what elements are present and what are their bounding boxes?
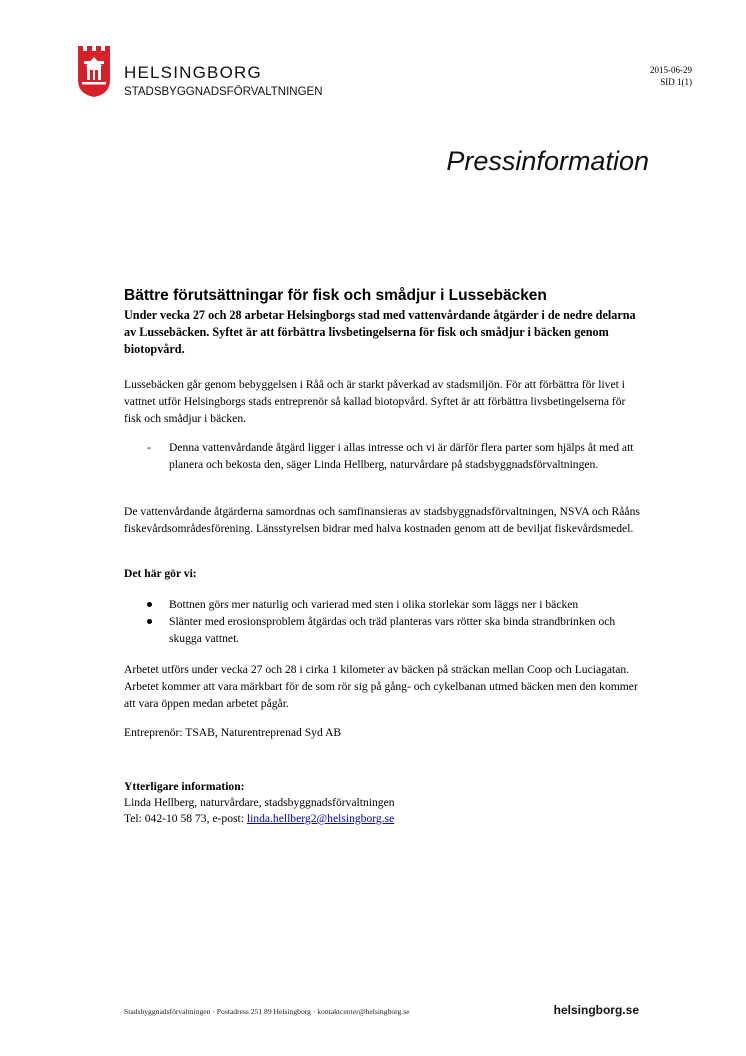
- document-meta: [650, 64, 692, 88]
- paragraph-funding: De vattenvårdande åtgärderna samordnas och samfinansieras av stadsbyggnadsförvaltningen, NSVA och Rååns fiskevårdsområdesförening. Länsstyrelsen bidrar med halva kostnaden genom att de beviljat fiskevårdsmedel.: [124, 505, 640, 535]
- contact-details: [124, 811, 395, 827]
- department-name: STADSBYGGNADSFÖRVALTNINGEN: [124, 86, 323, 98]
- bullet-icon: [147, 602, 152, 607]
- contact-block: [124, 779, 395, 827]
- paragraph-intro: Lussebäcken går genom bebyggelsen i Råå och är starkt påverkad av stadsmiljön. För att förbättra för livet i vattnet utför Helsingborgs stads entreprenör så kallad biotopvård. Syftet är att förbättra livsbetingelserna för fisk och smådjur i bäcken.: [124, 378, 626, 425]
- quote-block: [147, 439, 647, 473]
- page-number: SID 1(1): [660, 77, 692, 87]
- subheading: Det här gör vi:: [124, 567, 197, 580]
- list-item: [147, 596, 647, 613]
- footer-address: Stadsbyggnadsförvaltningen · Postadress 251 89 Helsingborg · kontaktcenter@helsingborg.se: [124, 1007, 410, 1016]
- contact-name: Linda Hellberg, naturvårdare, stadsbyggnadsförvaltningen: [124, 796, 395, 809]
- document-date: 2015-06-29: [650, 65, 692, 75]
- list-item-text: Slänter med erosionsproblem åtgärdas och träd planteras vars rötter ska binda strandbrinken och skugga vattnet.: [169, 615, 616, 645]
- footer-website: helsingborg.se: [553, 1003, 639, 1017]
- article-headline: Bättre förutsättningar för fisk och smådjur i Lussebäcken: [124, 287, 547, 304]
- contact-phone: Tel: 042-10 58 73, e-post:: [124, 812, 247, 825]
- quote-dash: -: [147, 441, 151, 454]
- paragraph-schedule: Arbetet utförs under vecka 27 och 28 i cirka 1 kilometer av bäcken på sträckan mellan Coop och Luciagatan. Arbetet kommer att vara märkbart för de som rör sig på gång- och cykelbanan utmed bäcken men den kommer att vara öppen medan arbetet pågår.: [124, 663, 638, 710]
- list-item-text: Bottnen görs mer naturlig och varierad med sten i olika storlekar som läggs ner i bäcken: [169, 598, 579, 611]
- org-name: HELSINGBORG: [124, 63, 262, 82]
- bullet-icon: [147, 619, 152, 624]
- contact-email-link[interactable]: linda.hellberg2@helsingborg.se: [246, 812, 395, 825]
- bullet-list: [147, 596, 647, 647]
- document-type: Pressinformation: [446, 146, 649, 176]
- list-item: [147, 613, 647, 647]
- article-lead: Under vecka 27 och 28 arbetar Helsingborgs stad med vattenvårdande åtgärder i de nedre delarna av Lussebäcken. Syftet är att förbättra livsbetingelserna för fisk och smådjur i bäcken genom biotopvård.: [124, 308, 636, 356]
- quote-text: Denna vattenvårdande åtgärd ligger i allas intresse och vi är därför flera parter som hjälps åt med att planera och bekosta den, säger Linda Hellberg, naturvårdare på stadsbyggnadsförvaltningen.: [169, 441, 634, 471]
- contact-title: Ytterligare information:: [124, 780, 245, 793]
- helsingborg-crown-shield-icon: [76, 44, 112, 98]
- paragraph-contractor: Entreprenör: TSAB, Naturentreprenad Syd AB: [124, 726, 342, 739]
